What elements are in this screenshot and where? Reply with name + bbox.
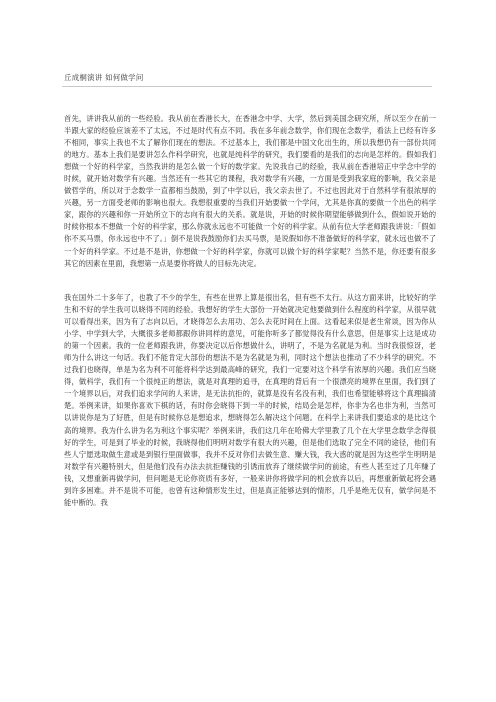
title-divider <box>62 86 432 87</box>
document-title: 丘成桐演讲 如何做学问 <box>64 73 144 82</box>
paragraph-1: 首先，讲讲我从前的一些经验。我从前在香港长大，在香港念中学、大学，然后到美国念研究所，所以至少在前一半跟大家的经验应该差不了太远，不过是时代有点不同。我在多年前念数学，你们现在念数学，看法上已经有许多不相同，事实上我也不太了解你们现在的想法。不过基本上，我们都是中国文化出生的，所以我想仍有一部份共同的地方。基本上我们是要讲怎么作科学研究，也就是纯科学的研究，我们要看的是我们的志向是怎样的。假如我们想做一个好的科学家，当然我讲的是怎么做一个好的数学家。先说我自己的经验，我从前在香港培正中学念中学的时候，就开始对数学有兴趣。当然还有一些其它的课程，我对数学有兴趣，一方面是受到我家庭的影响，我父亲是做哲学的，所以对于念数学一直都相当鼓励，到了中学以后，我父亲去世了。不过也因此对于自然科学有很浓厚的兴趣，另一方面受老师的影响也很大。我想很重要的当我们开始要做一个学问，尤其是你真的要做一个出色的科学家，跟你的兴趣和你一开始所立下的志向有很大的关系。就是说，开始的时候你期望能够做到什么，假如说开始的时候你根本不想做一个好的科学家，那么你就永远也不可能做一个好的科学家。从前有位大学老师跟我讲说：「假如你不买马票，你永远也中不了。」倒不是说我鼓励你们去买马票，是说假如你不准备做好的科学家，就永远也做不了一个好的科学家。不过是不是讲，你想做一个好的科学家，你就可以做个好的科学家呢？当然不是，你还要有很多其它的因素在里面，我想第一点是要你将做人的目标先决定。 <box>64 114 436 268</box>
paragraph-2: 我在国外二十多年了，也教了不少的学生，有些在世界上算是很出名，但有些不太行。从这方面来讲，比较好的学生和不好的学生我可以晓得不同的经验。我想好的学生大部份一开始就决定他要做到什么程度的科学家，从很早就可以看得出来，因为有了志向以后，才晓得怎么去用功、怎么去花时间在上面。这看起来似是老生常谈，因为你从小学、中学到大学，大概很多老师都跟你讲同样的意见，可能你听多了都觉得没有什么意思，但是事实上这是成功的第一个因素。我的一位老师跟我讲，你要决定以后你想做什么，讲明了，不是为名就是为利。当时我很惊讶，老师为什么讲这一句话。我们不能肯定大部份的想法不是为名就是为利，同时这个想法也推动了不少科学的研究。不过我们也晓得，单是为名为利不可能将科学达到最高峰的研究，我们一定要对这个科学有浓厚的兴趣。我们应当晓得，做科学，我们有一个很纯正的想法，就是对真理的追寻，在真理的背后有一个很漂亮的境界在里面，我们到了一个境界以后，对我们追求学问的人来讲，是无法抗拒的，就算是没有名没有利，我们也希望能够将这个真理搞清楚。举例来讲，如果你喜欢下棋的话，有时你会晓得下到一半的时候，结局会是怎样，你非为名也非为利，当然可以讲说你是为了好胜，但是有时候你总是想追求，想晓得怎么解决这个问题。在科学上来讲我们要追求的是比这个高的境界。我为什么讲为名为利这个事实呢？举例来讲，我们这几年在哈佛大学里教了几个在大学里念数学念得很好的学生，可是到了毕业的时候，我晓得他们明明对数学有很大的兴趣，但是他们选取了完全不同的途径，他们有些人宁愿选取做生意或是到银行里面做事，我并不反对你们去做生意、赚大钱，我大惑的就是因为这些学生明明是对数学有兴趣特别大，但是他们没有办法去抗拒赚钱的引诱而放弃了继续做学问的前途，有些人甚至过了几年赚了钱，又想重新再做学问，但问题是无论你资质有多好，一般来讲你将做学问的机会放弃以后，再想重新做起将会遇到许多困难。并不是说不可能，也曾有这种情形发生过，但是真正能够达到的情形，几乎是绝无仅有，做学问是不能中断的。我 <box>64 293 436 507</box>
